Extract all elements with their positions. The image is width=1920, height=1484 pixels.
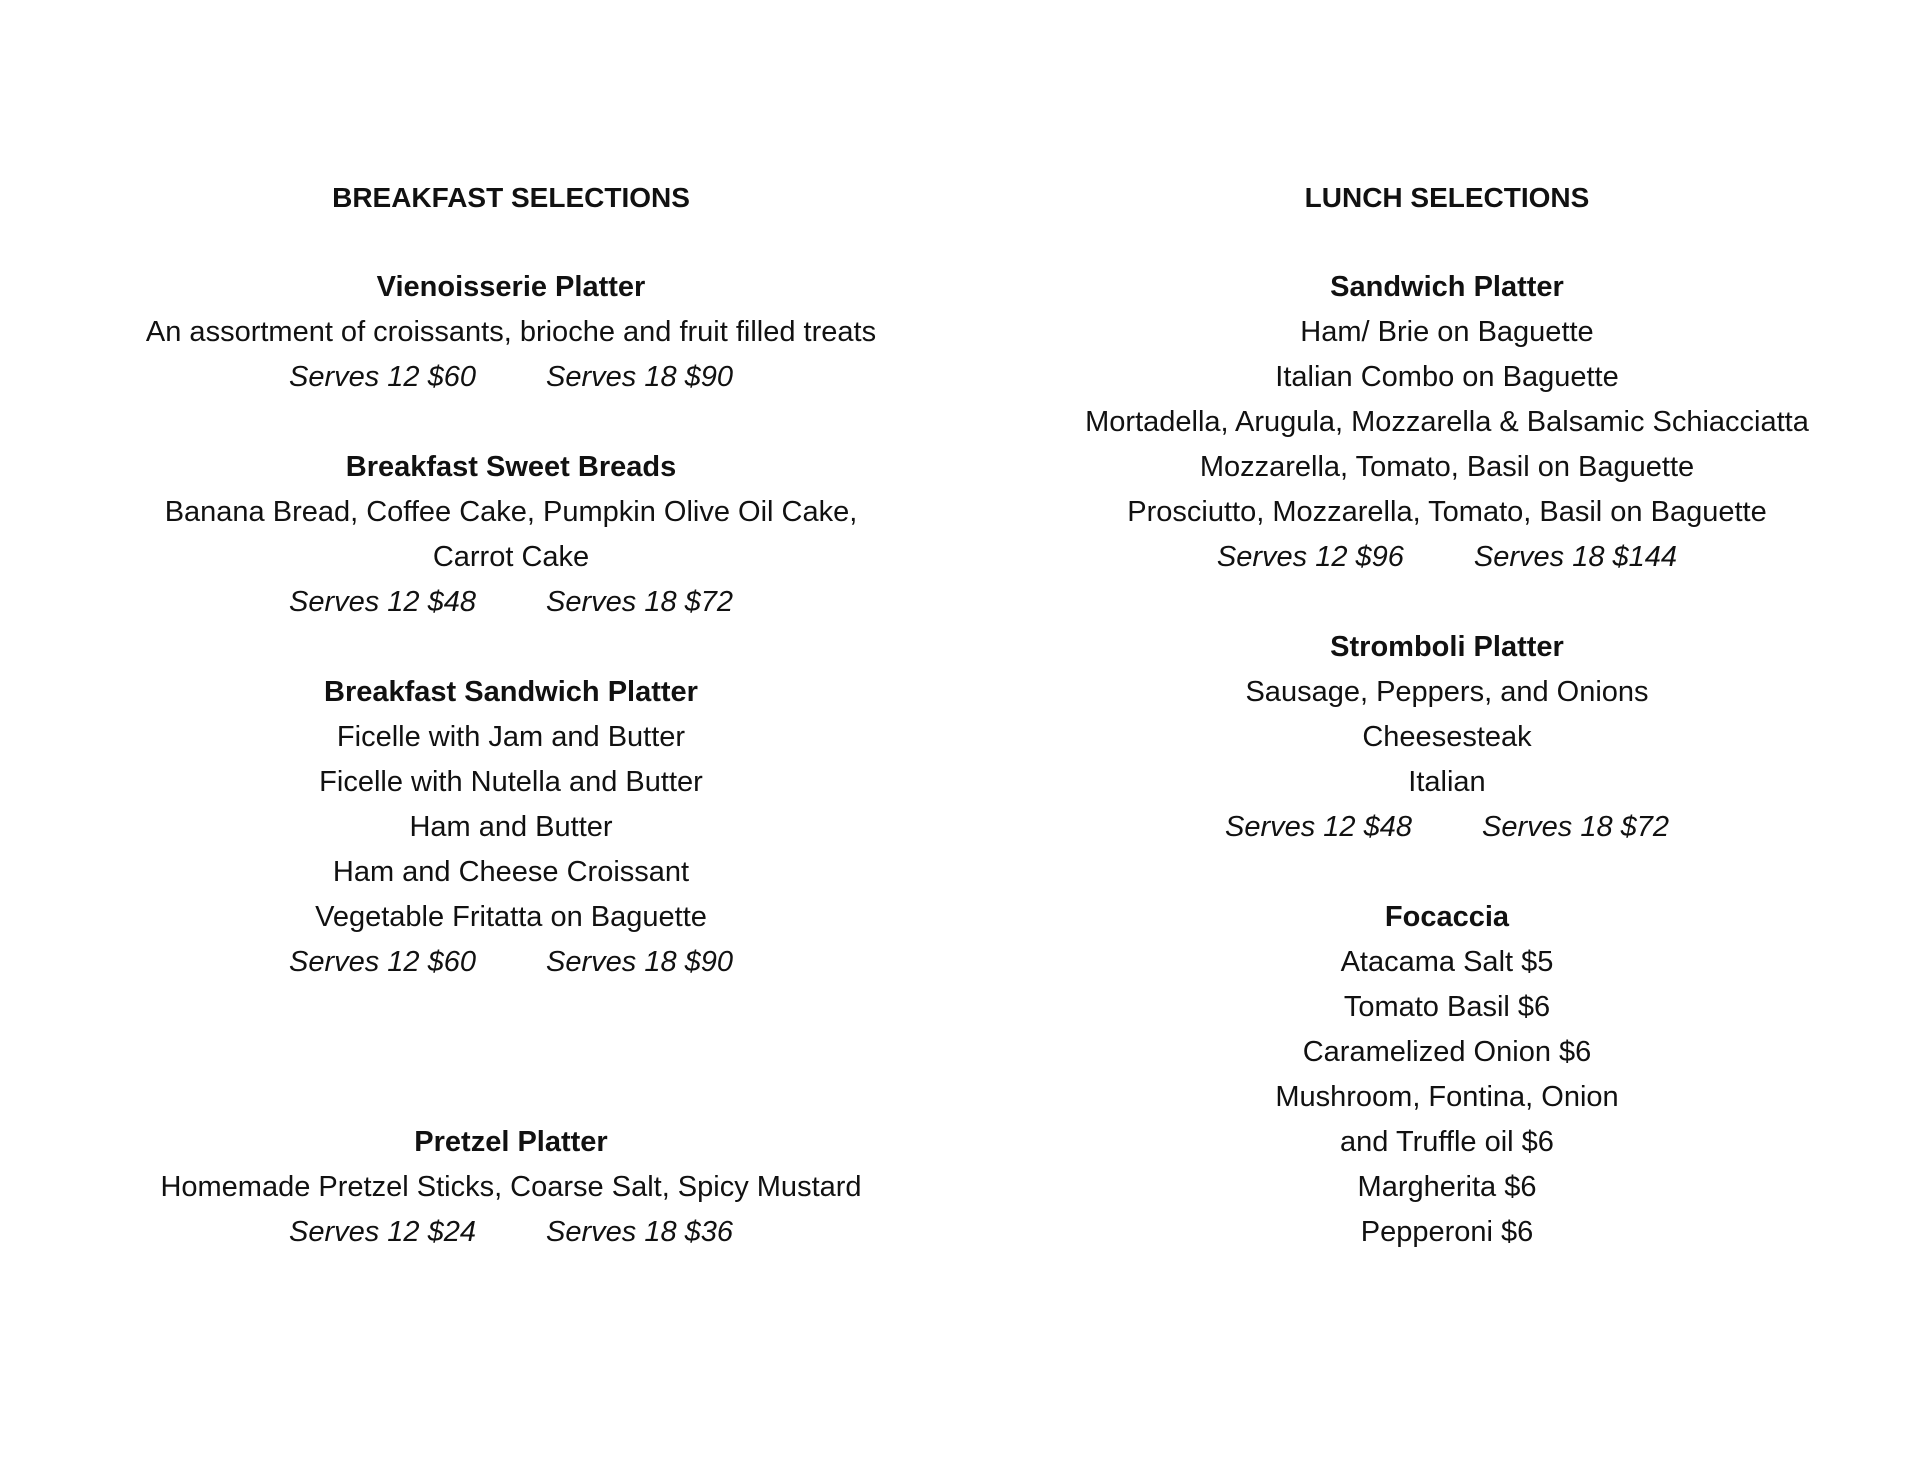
stromboli-serves-18: Serves 18 $72 [1482, 811, 1670, 843]
breakfast-heading: BREAKFAST SELECTIONS [332, 182, 690, 213]
breakfast-sandwich-item: Ham and Butter [409, 811, 613, 843]
sweet-breads-line-1: Banana Bread, Coffee Cake, Pumpkin Olive Oil Cake, [164, 496, 858, 528]
stromboli-item: Italian [1408, 766, 1486, 798]
focaccia-item: Caramelized Onion $6 [1302, 1036, 1592, 1068]
sweet-breads-line-2: Carrot Cake [432, 541, 590, 573]
pretzel-pricing [31, 1210, 991, 1255]
focaccia-item: and Truffle oil $6 [1340, 1126, 1554, 1158]
focaccia-title: Focaccia [1384, 901, 1510, 933]
sweet-breads-serves-18: Serves 18 $72 [546, 586, 734, 618]
vienoisserie-serves-18: Serves 18 $90 [546, 361, 734, 393]
breakfast-sandwich-item: Ham and Cheese Croissant [332, 856, 690, 888]
pretzel-description: Homemade Pretzel Sticks, Coarse Salt, Spicy Mustard [160, 1171, 862, 1203]
sandwich-platter-serves-18: Serves 18 $144 [1473, 541, 1678, 573]
sandwich-platter-serves-12: Serves 12 $96 [1216, 541, 1404, 573]
sandwich-platter-item: Mozzarella, Tomato, Basil on Baguette [1199, 451, 1695, 483]
sandwich-platter-pricing [967, 535, 1920, 580]
sweet-breads-pricing [31, 580, 991, 625]
focaccia-item: Atacama Salt $5 [1340, 946, 1554, 978]
pretzel-serves-18: Serves 18 $36 [546, 1216, 734, 1248]
stromboli-item: Cheesesteak [1362, 721, 1532, 753]
breakfast-sandwich-pricing [31, 940, 991, 985]
sandwich-platter-item: Ham/ Brie on Baguette [1300, 316, 1594, 348]
stromboli-item: Sausage, Peppers, and Onions [1245, 676, 1649, 708]
focaccia-item: Margherita $6 [1357, 1171, 1537, 1203]
pretzel-serves-12: Serves 12 $24 [288, 1216, 476, 1248]
focaccia-item: Mushroom, Fontina, Onion [1275, 1081, 1619, 1113]
stromboli-title: Stromboli Platter [1330, 631, 1564, 663]
sweet-breads-serves-12: Serves 12 $48 [288, 586, 476, 618]
breakfast-sandwich-title: Breakfast Sandwich Platter [324, 676, 698, 708]
breakfast-sandwich-item: Ficelle with Nutella and Butter [319, 766, 703, 798]
sandwich-platter-item: Italian Combo on Baguette [1275, 361, 1619, 393]
stromboli-pricing [967, 805, 1920, 850]
pretzel-title: Pretzel Platter [414, 1126, 608, 1158]
sandwich-platter-title: Sandwich Platter [1330, 271, 1564, 303]
breakfast-sandwich-serves-18: Serves 18 $90 [546, 946, 734, 978]
sweet-breads-title: Breakfast Sweet Breads [345, 451, 677, 483]
focaccia-item: Pepperoni $6 [1360, 1216, 1534, 1248]
vienoisserie-pricing [31, 355, 991, 400]
sandwich-platter-item: Prosciutto, Mozzarella, Tomato, Basil on Baguette [1127, 496, 1767, 528]
vienoisserie-description: An assortment of croissants, brioche and fruit filled treats [145, 316, 877, 348]
breakfast-sandwich-item: Vegetable Fritatta on Baguette [315, 901, 707, 933]
vienoisserie-title: Vienoisserie Platter [376, 271, 646, 303]
focaccia-item: Tomato Basil $6 [1343, 991, 1551, 1023]
sandwich-platter-item: Mortadella, Arugula, Mozzarella & Balsamic Schiacciatta [1085, 406, 1809, 438]
lunch-heading: LUNCH SELECTIONS [1304, 182, 1590, 213]
breakfast-sandwich-item: Ficelle with Jam and Butter [336, 721, 686, 753]
breakfast-sandwich-serves-12: Serves 12 $60 [288, 946, 476, 978]
vienoisserie-serves-12: Serves 12 $60 [288, 361, 476, 393]
stromboli-serves-12: Serves 12 $48 [1224, 811, 1412, 843]
